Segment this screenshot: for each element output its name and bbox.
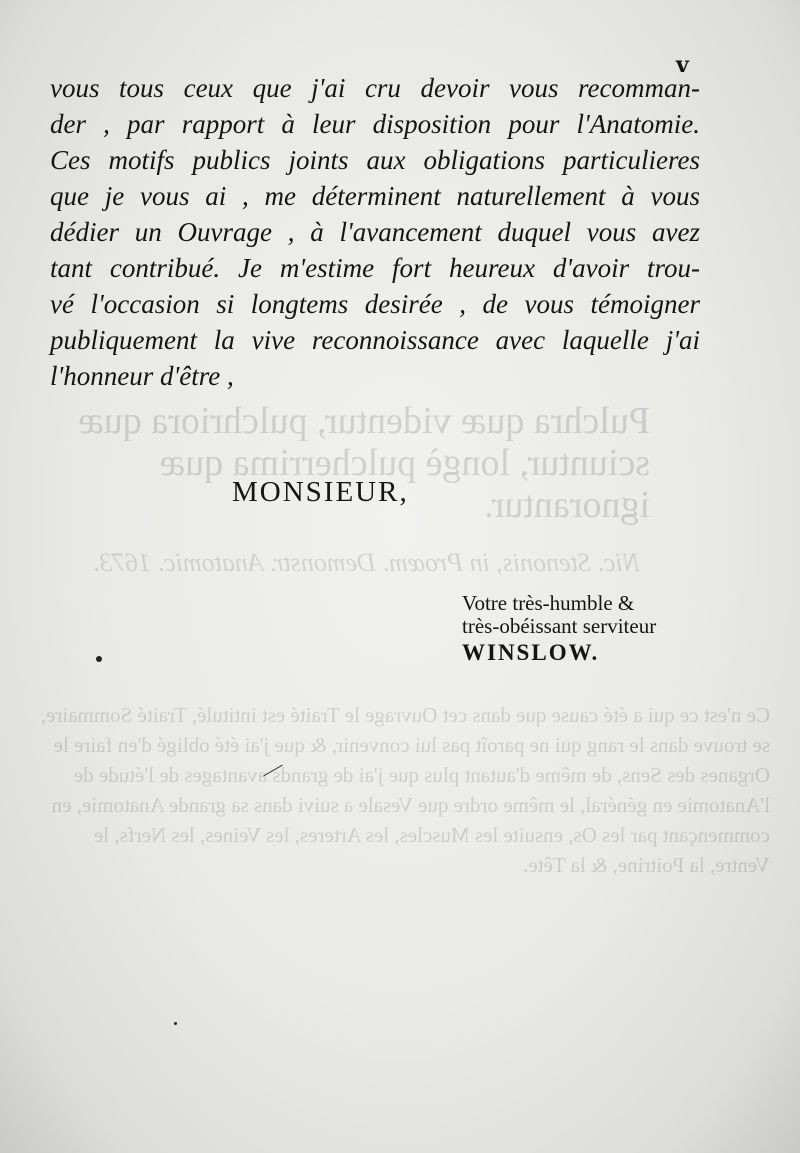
text-line: Ces motifs publics joints aux obligations particulieres (50, 145, 700, 175)
reverse-side-show-through: Pulchra quæ videntur, pulchriora quæ sciuntur, longè pulcherrima quæ ignorantur. Nic. Stenonis, in Proœm. Demonstr. Anatomic. 1673. Ce n'est ce qui a été cause que dans cet Ouvrage le Traité est intitulé, Traité Sommaire, se trouve dans le rang qui ne paroît pas lui convenir, & que j'ai été obligé d'en faire le Organes des Sens, de même d'autant plus que j'ai de grands avantages de l'étude de l'Anatomie en général, le même ordre que Vesale a suivi dans sa grande Anatomie, en commençant par les Os, ensuite les Muscles, les Arteres, les Veines, les Nerfs, le Ventre, la Poitrine, & la Tête. (40, 400, 770, 877)
text-line: publiquement la vive reconnoissance avec laquelle j'ai (50, 325, 700, 355)
text-line: tant contribué. Je m'estime fort heureux d'avoir trou- (50, 253, 700, 283)
closing-line: très-obéissant serviteur (462, 614, 657, 638)
text-line: l'honneur d'être , (50, 361, 234, 391)
text-line: vé l'occasion si longtems desirée , de vous témoigner (50, 289, 700, 319)
page-number: v (676, 52, 689, 78)
signature: WINSLOW. (462, 640, 600, 665)
closing-block (462, 592, 656, 664)
text-line: que je vous ai , me déterminent naturellement à vous (50, 181, 700, 211)
ink-speck (174, 1022, 177, 1025)
ink-speck (263, 765, 283, 777)
ink-speck (96, 656, 102, 662)
salutation: MONSIEUR, (232, 476, 409, 508)
dedication-paragraph (50, 70, 700, 394)
text-line: vous tous ceux que j'ai cru devoir vous recomman- (50, 73, 700, 103)
closing-line: Votre très-humble & (462, 591, 635, 615)
text-line: dédier un Ouvrage , à l'avancement duquel vous avez (50, 217, 700, 247)
text-line: der , par rapport à leur disposition pour l'Anatomie. (50, 109, 700, 139)
